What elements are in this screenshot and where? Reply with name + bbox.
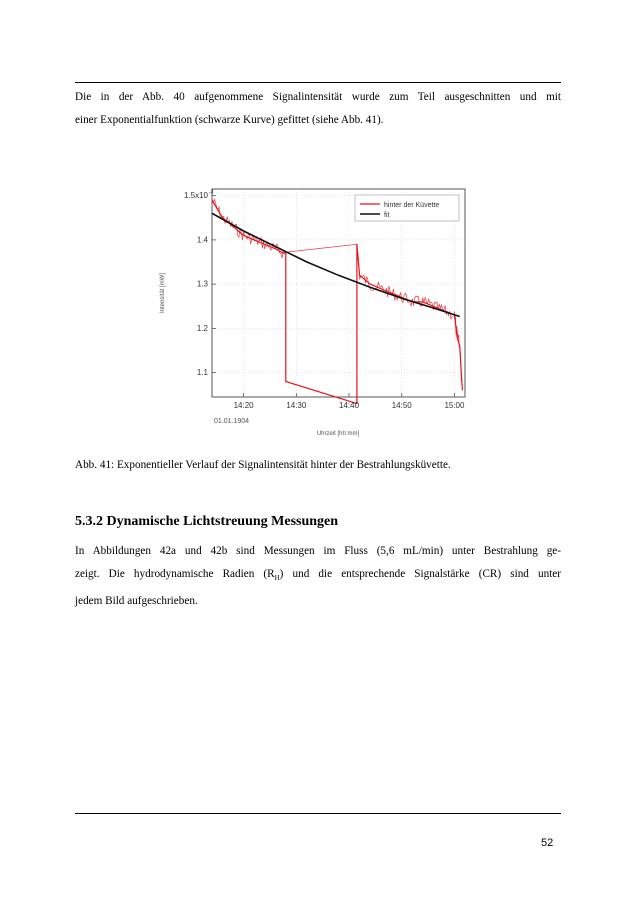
y-axis-label: Intensität [mW] [160,272,166,314]
intro-line-1: Die in der Abb. 40 aufgenommene Signalintensität wurde zum Teil ausgeschnitten und mit [75,91,561,103]
figure-41 [152,183,472,443]
intro-paragraph [75,86,561,132]
body-line-2 [75,563,561,590]
legend-label-series-2: fit [384,212,390,219]
body-line-2-end: ) und die entsprechende Signalstärke (CR) sind unter [279,568,561,580]
x-tick-label: 15:00 [444,401,465,410]
body-line-2-start: zeigt. Die hydrodynamische Radien (R [75,568,275,580]
header-rule [75,82,561,83]
footer-rule [75,813,561,814]
x-tick-label: 14:50 [391,401,412,410]
figure-caption: Abb. 41: Exponentieller Verlauf der Signalintensität hinter der Bestrahlungsküvette. [75,459,451,471]
section-heading: 5.3.2 Dynamische Lichtstreuung Messungen [75,514,339,529]
y-tick-label: 1.5x10 [183,191,208,201]
y-tick-label: 1.2 [196,323,208,333]
hydrodynamic-subscript: H [274,574,280,583]
y-tick-label: 1.3 [196,279,208,289]
body-paragraph [75,540,561,613]
y-ticks [184,190,216,378]
y-tick-exponent: -3 [209,189,214,196]
body-line-3: jedem Bild aufgeschrieben. [75,595,198,608]
y-tick-label: 1.1 [196,368,208,378]
legend-label-series-1: hinter der Küvette [384,202,440,209]
page-number: 52 [541,837,554,849]
x-tick-label: 14:40 [339,401,360,410]
intensity-chart [152,183,472,443]
y-tick-label: 1.4 [196,235,208,245]
x-date-label: 01.01.1904 [214,418,250,425]
intro-line-2: einer Exponentialfunktion (schwarze Kurve) gefittet (siehe Abb. 41). [75,114,384,126]
x-tick-label: 14:30 [286,401,307,410]
body-line-1: In Abbildungen 42a und 42b sind Messungen im Fluss (5,6 mL/min) unter Bestrahlung ge- [75,545,561,557]
legend [355,195,459,221]
x-tick-label: 14:20 [233,401,254,410]
x-axis-label: Uhrzeit [hh:mm] [316,431,360,437]
